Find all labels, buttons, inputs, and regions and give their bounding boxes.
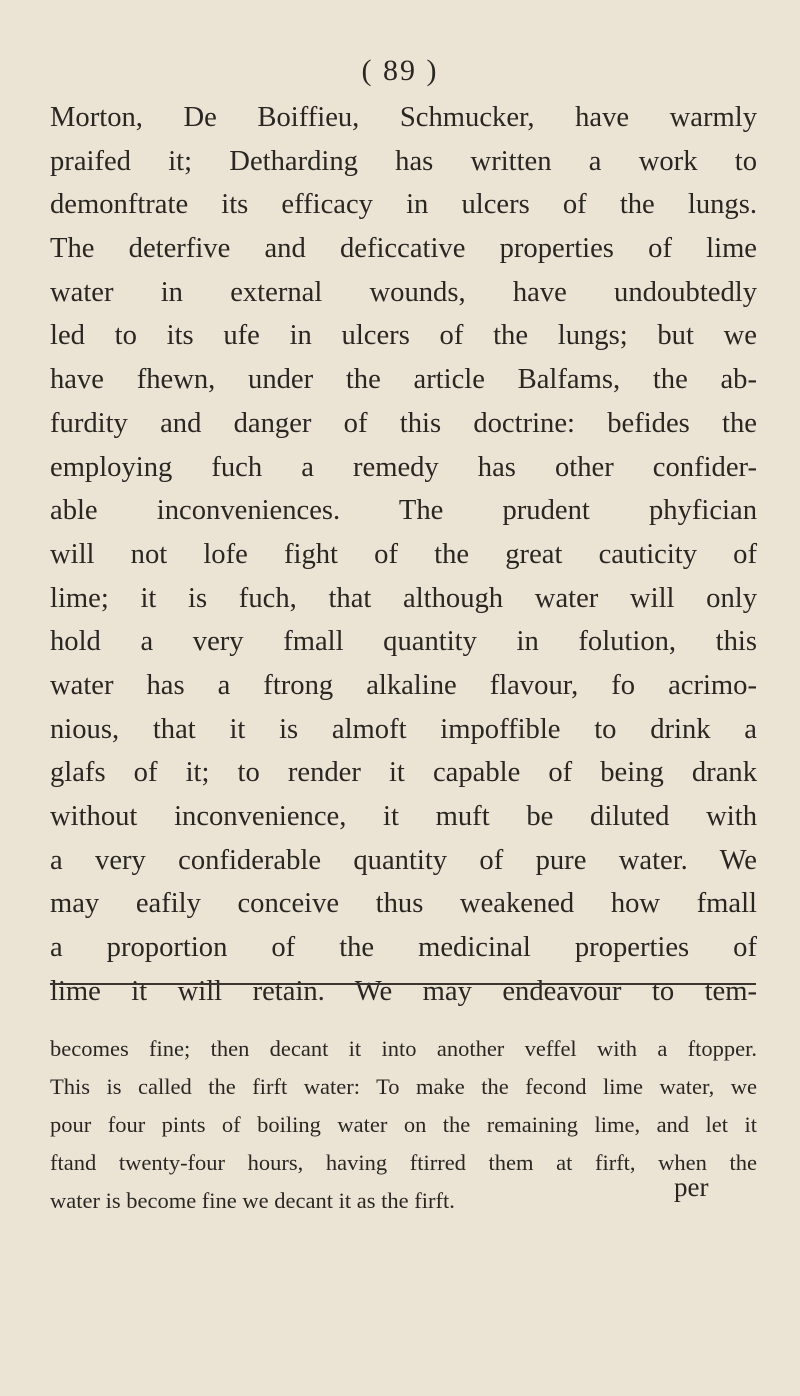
- main-text-line: The deterfive and deficcative properties of lime: [50, 233, 757, 265]
- main-text-line: hold a very fmall quantity in folution, this: [50, 626, 757, 658]
- main-text-line: furdity and danger of this doctrine: befides the: [50, 407, 757, 439]
- main-text-line: Morton, De Boiffieu, Schmucker, have warmly: [50, 102, 757, 133]
- footnote-line: water is become fine we decant it as the firft.: [50, 1188, 455, 1213]
- footnote-block: [50, 1030, 757, 1220]
- main-text-line: will not lofe fight of the great cauticity of: [50, 538, 757, 570]
- footnote-line: This is called the firft water: To make the fecond lime water, we: [50, 1074, 757, 1099]
- main-text-line: praifed it; Detharding has written a work to: [50, 145, 757, 177]
- main-text-line: employing fuch a remedy has other confider-: [50, 451, 757, 483]
- footnote-line: becomes fine; then decant it into another veffel with a ftopper.: [50, 1036, 757, 1061]
- main-text-line: without inconvenience, it muft be diluted with: [50, 801, 757, 832]
- main-text-line: demonftrate its efficacy in ulcers of the lungs.: [50, 189, 757, 221]
- main-text-block: [50, 96, 757, 1013]
- catchword: per: [674, 1172, 709, 1202]
- main-text-line: have fhewn, under the article Balfams, the ab-: [50, 364, 757, 396]
- page-number: ( 89 ): [361, 54, 439, 87]
- footnote-line: ftand twenty-four hours, having ftirred them at firft, when the: [50, 1150, 757, 1175]
- main-text-line: lime; it is fuch, that although water will only: [50, 582, 757, 614]
- main-text-line: glafs of it; to render it capable of being drank: [50, 757, 757, 789]
- main-text-line: nious, that it is almoft impoffible to drink a: [50, 713, 757, 745]
- main-text-line: may eafily conceive thus weakened how fmall: [50, 888, 757, 920]
- main-text-line: water in external wounds, have undoubtedly: [50, 276, 757, 308]
- main-text-line: a proportion of the medicinal properties of: [50, 932, 757, 964]
- main-text-line: water has a ftrong alkaline flavour, fo acrimo-: [50, 669, 757, 701]
- footnote-line: pour four pints of boiling water on the remaining lime, and let it: [50, 1112, 757, 1137]
- footnote-divider: [50, 983, 756, 985]
- main-text-line: able inconveniences. The prudent phyfician: [50, 495, 757, 527]
- main-text-line: led to its ufe in ulcers of the lungs; but we: [50, 320, 757, 352]
- main-text-line: lime it will retain. We may endeavour to tem-: [50, 975, 757, 1007]
- main-text-line: a very confiderable quantity of pure water. We: [50, 844, 757, 876]
